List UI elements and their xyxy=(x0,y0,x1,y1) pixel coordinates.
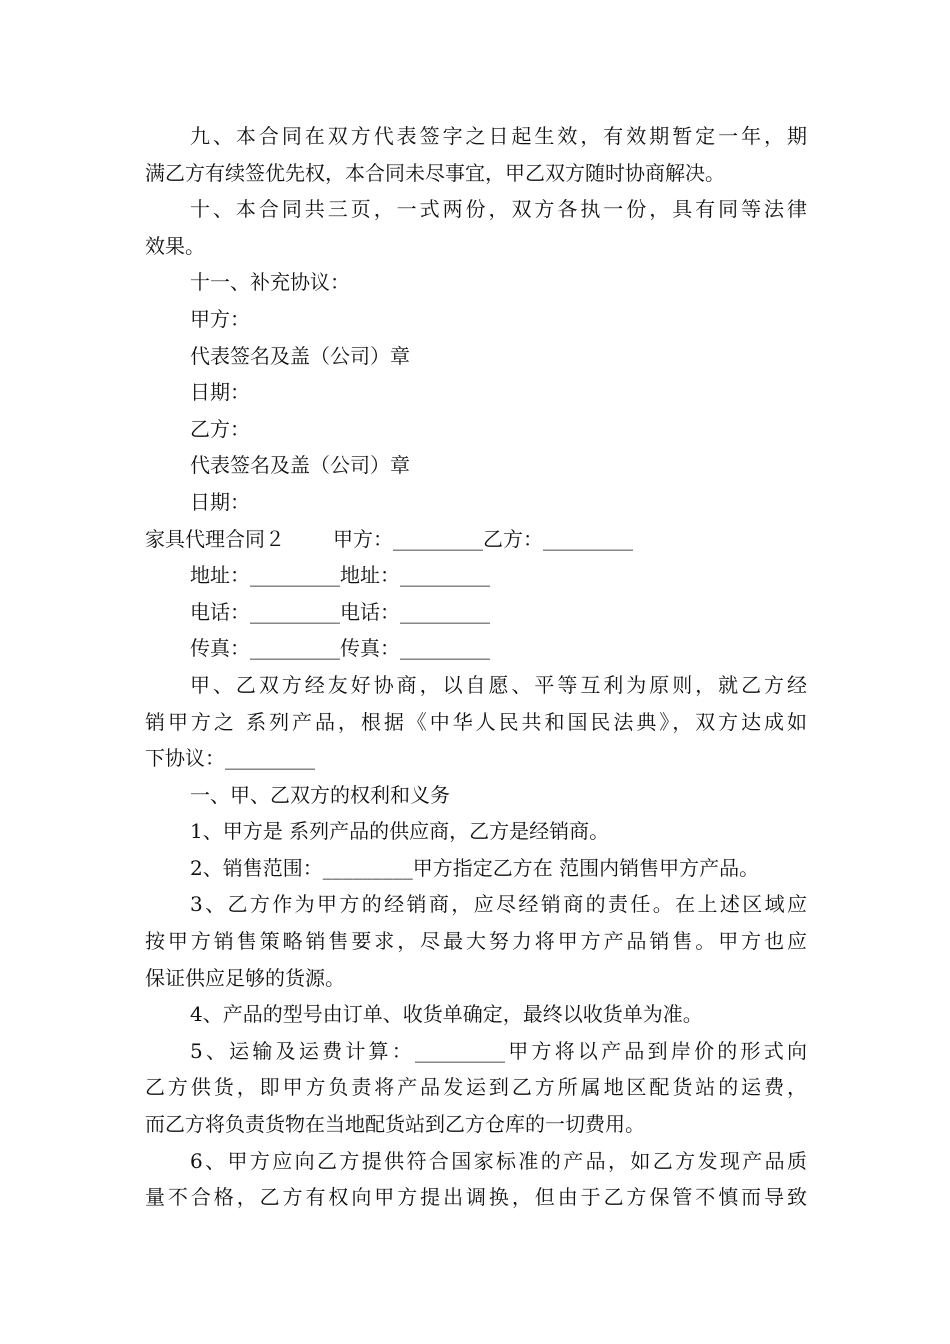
text-line: 十、本合同共三页，一式两份，双方各执一份，具有同等法律 xyxy=(190,197,807,222)
text-line: 保证供应足够的货源。 xyxy=(145,965,345,990)
text-line: 乙方供货，即甲方负责将产品发运到乙方所属地区配货站的运费， xyxy=(145,1075,807,1100)
section-heading: 一、甲、乙双方的权利和义务 xyxy=(190,782,450,807)
text-line: 甲、乙双方经友好协商，以自愿、平等互利为原则，就乙方经 xyxy=(190,672,807,697)
text-line: 乙方： xyxy=(190,416,250,441)
text-line: 量不合格，乙方有权向甲方提出调换，但由于乙方保管不慎而导致 xyxy=(145,1185,807,1210)
document-body xyxy=(145,118,807,1216)
text-line: 下协议：_________ xyxy=(145,746,315,771)
text-line: 电话：_________电话：_________ xyxy=(190,599,490,624)
text-line: 日期： xyxy=(190,489,250,514)
text-line: 代表签名及盖（公司）章 xyxy=(190,453,410,478)
text-line: 日期： xyxy=(190,380,250,405)
text-line: 而乙方将负责货物在当地配货站到乙方仓库的一切费用。 xyxy=(145,1112,645,1137)
text-line: 代表签名及盖（公司）章 xyxy=(190,343,410,368)
contract-title: 家具代理合同２ xyxy=(145,526,285,551)
text-line: 九、本合同在双方代表签字之日起生效，有效期暂定一年，期 xyxy=(190,124,807,148)
text-line: 6、甲方应向乙方提供符合国家标准的产品，如乙方发现产品质 xyxy=(190,1148,807,1173)
text-line: 地址：_________地址：_________ xyxy=(190,563,490,588)
text-line: 按甲方销售策略销售要求，尽最大努力将甲方产品销售。甲方也应 xyxy=(145,929,807,954)
text-line: 4、产品的型号由订单、收货单确定，最终以收货单为准。 xyxy=(190,1002,703,1027)
text-line: 5、运输及运费计算：_________甲方将以产品到岸价的形式向 xyxy=(190,1038,807,1063)
text-line: 十一、补充协议： xyxy=(190,270,350,295)
text-line: 传真：_________传真：_________ xyxy=(190,636,490,661)
text-line: 甲方： xyxy=(190,306,250,331)
text-line: 3、乙方作为甲方的经销商，应尽经销商的责任。在上述区域应 xyxy=(190,892,807,917)
text-line: 效果。 xyxy=(145,233,205,258)
text-line: 2、销售范围：_________甲方指定乙方在 范围内销售甲方产品。 xyxy=(190,855,760,880)
party-fields: 甲方：_________乙方：_________ xyxy=(333,526,633,551)
text-line: 满乙方有续签优先权，本合同未尽事宜，甲乙双方随时协商解决。 xyxy=(145,160,725,185)
contract-heading-line xyxy=(145,521,807,558)
text-line: 销甲方之 系列产品，根据《中华人民共和国民法典》，双方达成如 xyxy=(145,709,807,734)
text-line: 1、甲方是 系列产品的供应商，乙方是经销商。 xyxy=(190,819,610,844)
